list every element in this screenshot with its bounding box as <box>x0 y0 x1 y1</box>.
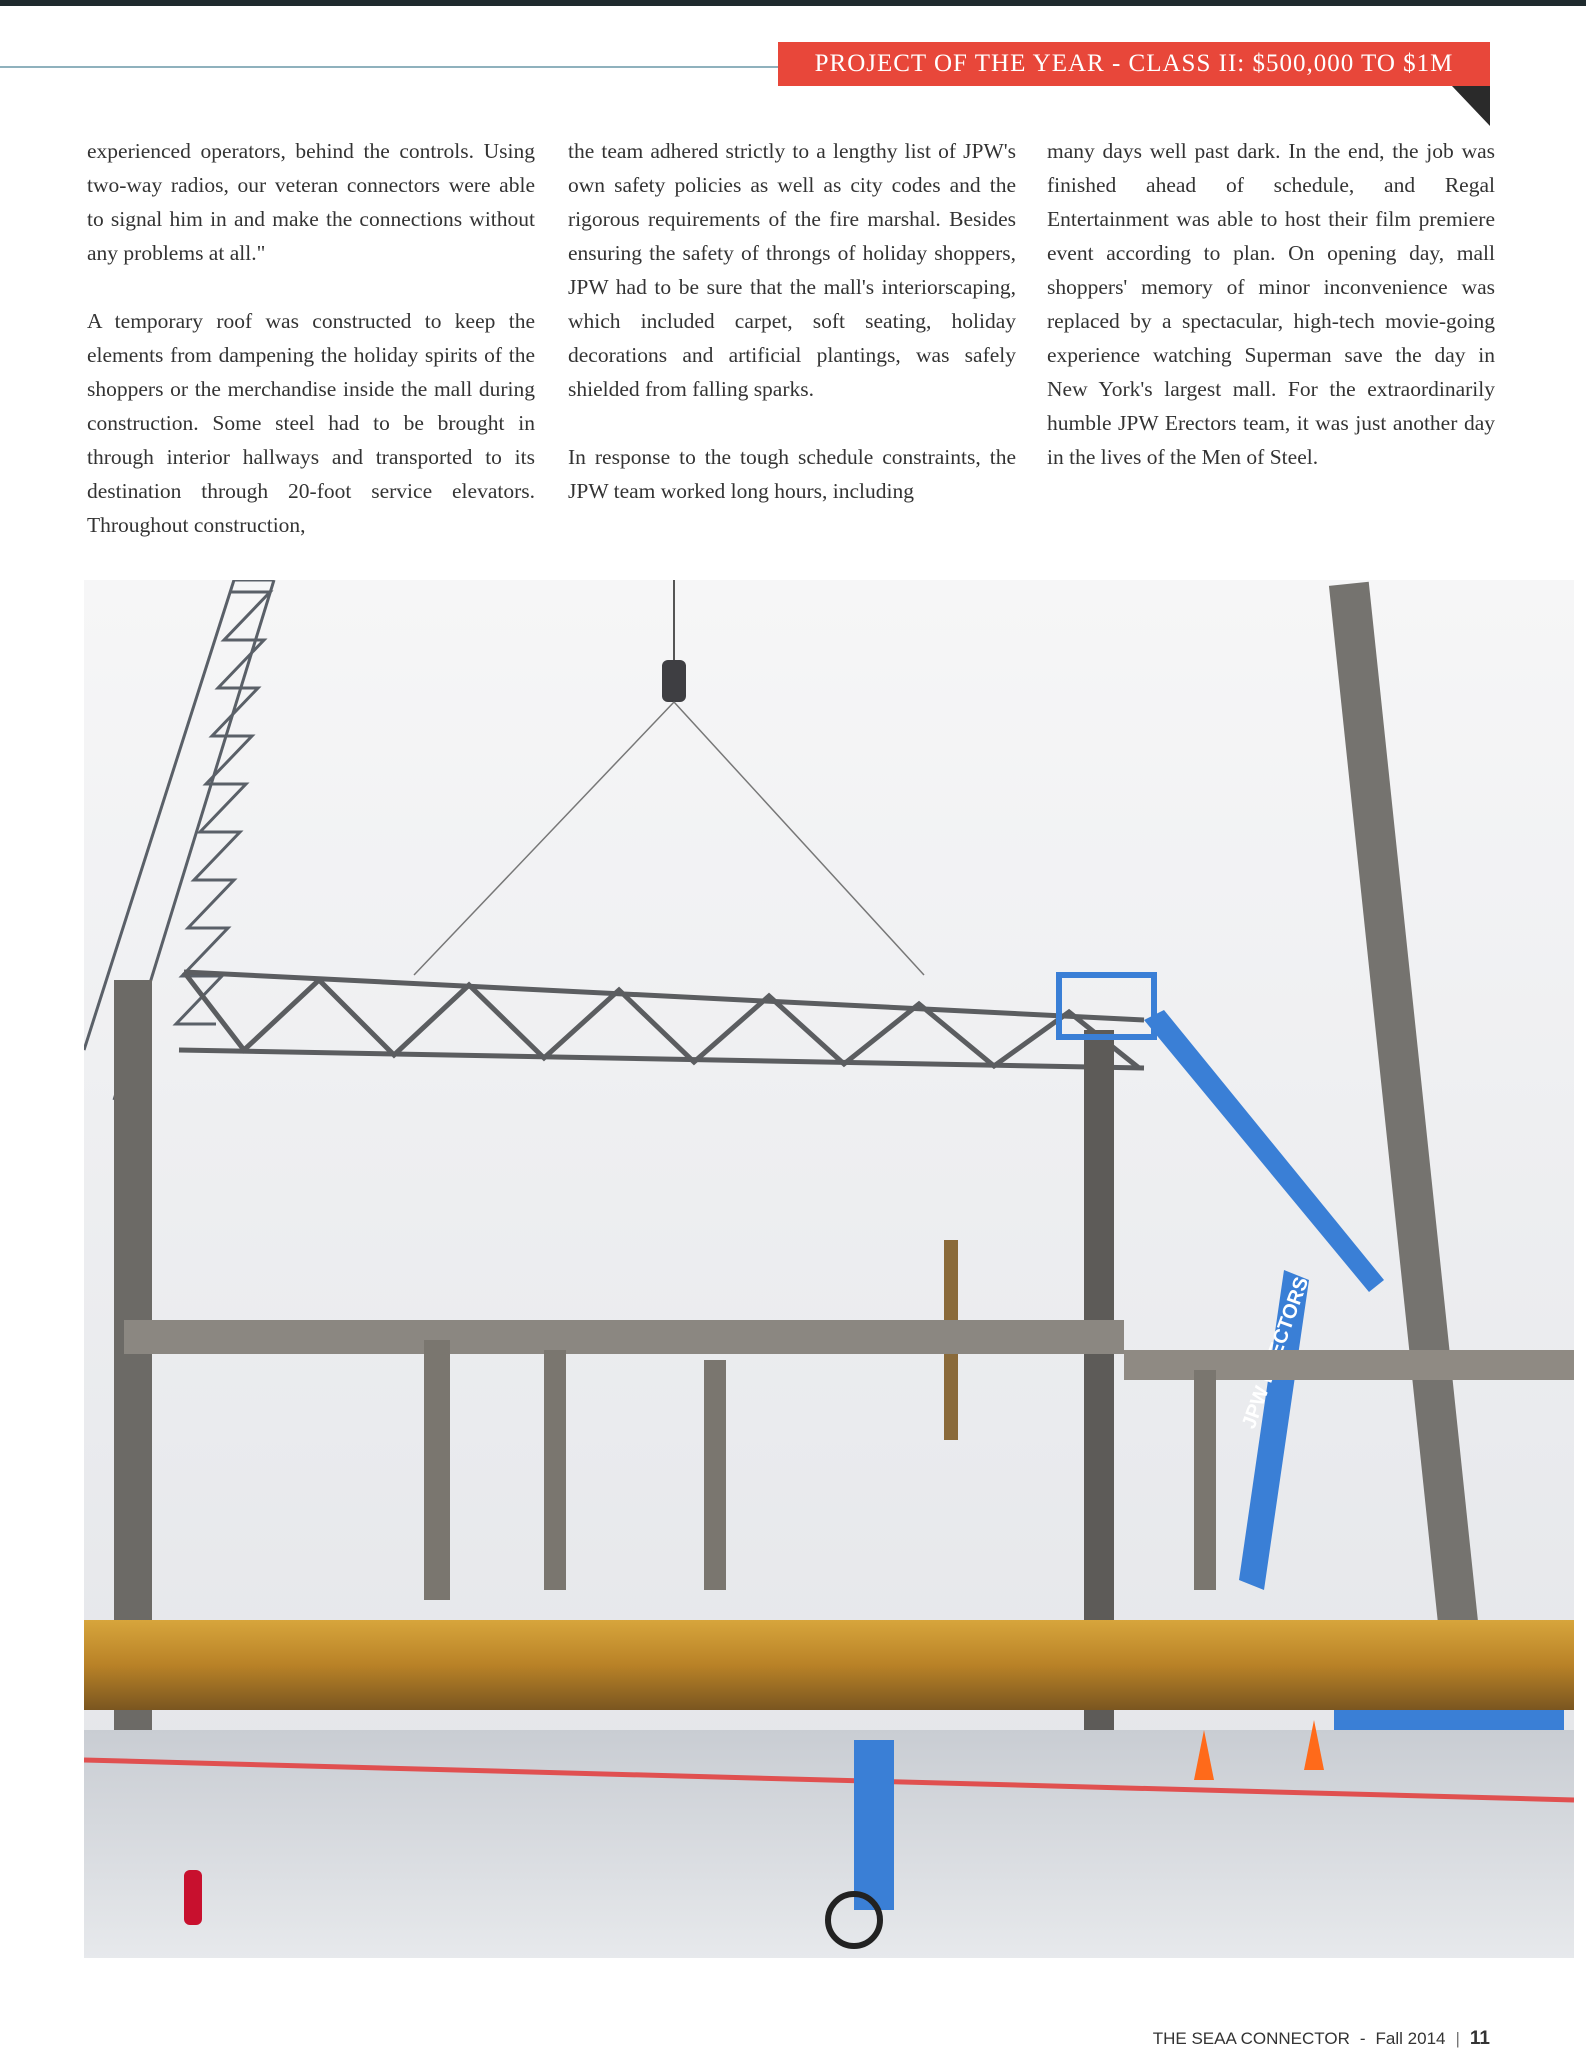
paragraph: In response to the tough schedule constraints, the JPW team worked long hours, including <box>568 445 1016 503</box>
banner-fold-corner <box>1452 86 1490 126</box>
paragraph: the team adhered strictly to a lengthy list of JPW's own safety policies as well as city codes and the rigorous requirements of the fire marshal. Besides ensuring the safety of throngs of holiday shoppers, JPW had to be sure that the mall's interiorscaping, which included carpet, soft seating, holiday decorations and artificial plantings, was safely shielded from falling sparks. <box>568 139 1016 401</box>
primed-girder <box>84 1620 1574 1710</box>
text-column-3 <box>1047 134 1495 508</box>
text-column-1 <box>87 134 535 576</box>
paragraph: many days well past dark. In the end, the job was finished ahead of schedule, and Regal Entertainment was able to host their film premiere event according to plan. On opening day, mall shoppers' memory of minor inconvenience was replaced by a spectacular, high-tech movie-going experience watching Superman save the day in New York's largest mall. For the extraordinarily humble JPW Erectors team, it was just another day in the lives of the Men of Steel. <box>1047 139 1495 469</box>
footer-separator: - <box>1359 2029 1366 2048</box>
crane-hook <box>662 660 686 702</box>
paragraph: A temporary roof was constructed to keep the elements from dampening the holiday spirits of the shoppers or the merchandise inside the mall during construction. Some steel had to be brought in through interior hallways and transported to its destination through 20-foot service elevators. Throughout construction, <box>87 309 535 537</box>
footer-divider: | <box>1455 2029 1460 2048</box>
issue-date: Fall 2014 <box>1375 2029 1446 2048</box>
publication-name: THE SEAA CONNECTOR <box>1152 2029 1350 2048</box>
welding-machine <box>854 1740 894 1910</box>
section-banner: PROJECT OF THE YEAR - CLASS II: $500,000 TO $1M <box>778 42 1490 86</box>
fire-extinguisher <box>184 1870 202 1925</box>
page-number: 11 <box>1469 2028 1490 2049</box>
text-column-2 <box>568 134 1016 542</box>
top-edge-bar <box>0 0 1586 6</box>
paragraph: experienced operators, behind the controls. Using two-way radios, our veteran connectors were able to signal him in and make the connections without any problems at all." <box>87 139 535 265</box>
page-footer <box>1120 2027 1490 2051</box>
construction-photo <box>84 580 1574 1958</box>
construction-photo-illustration <box>84 580 1574 1958</box>
